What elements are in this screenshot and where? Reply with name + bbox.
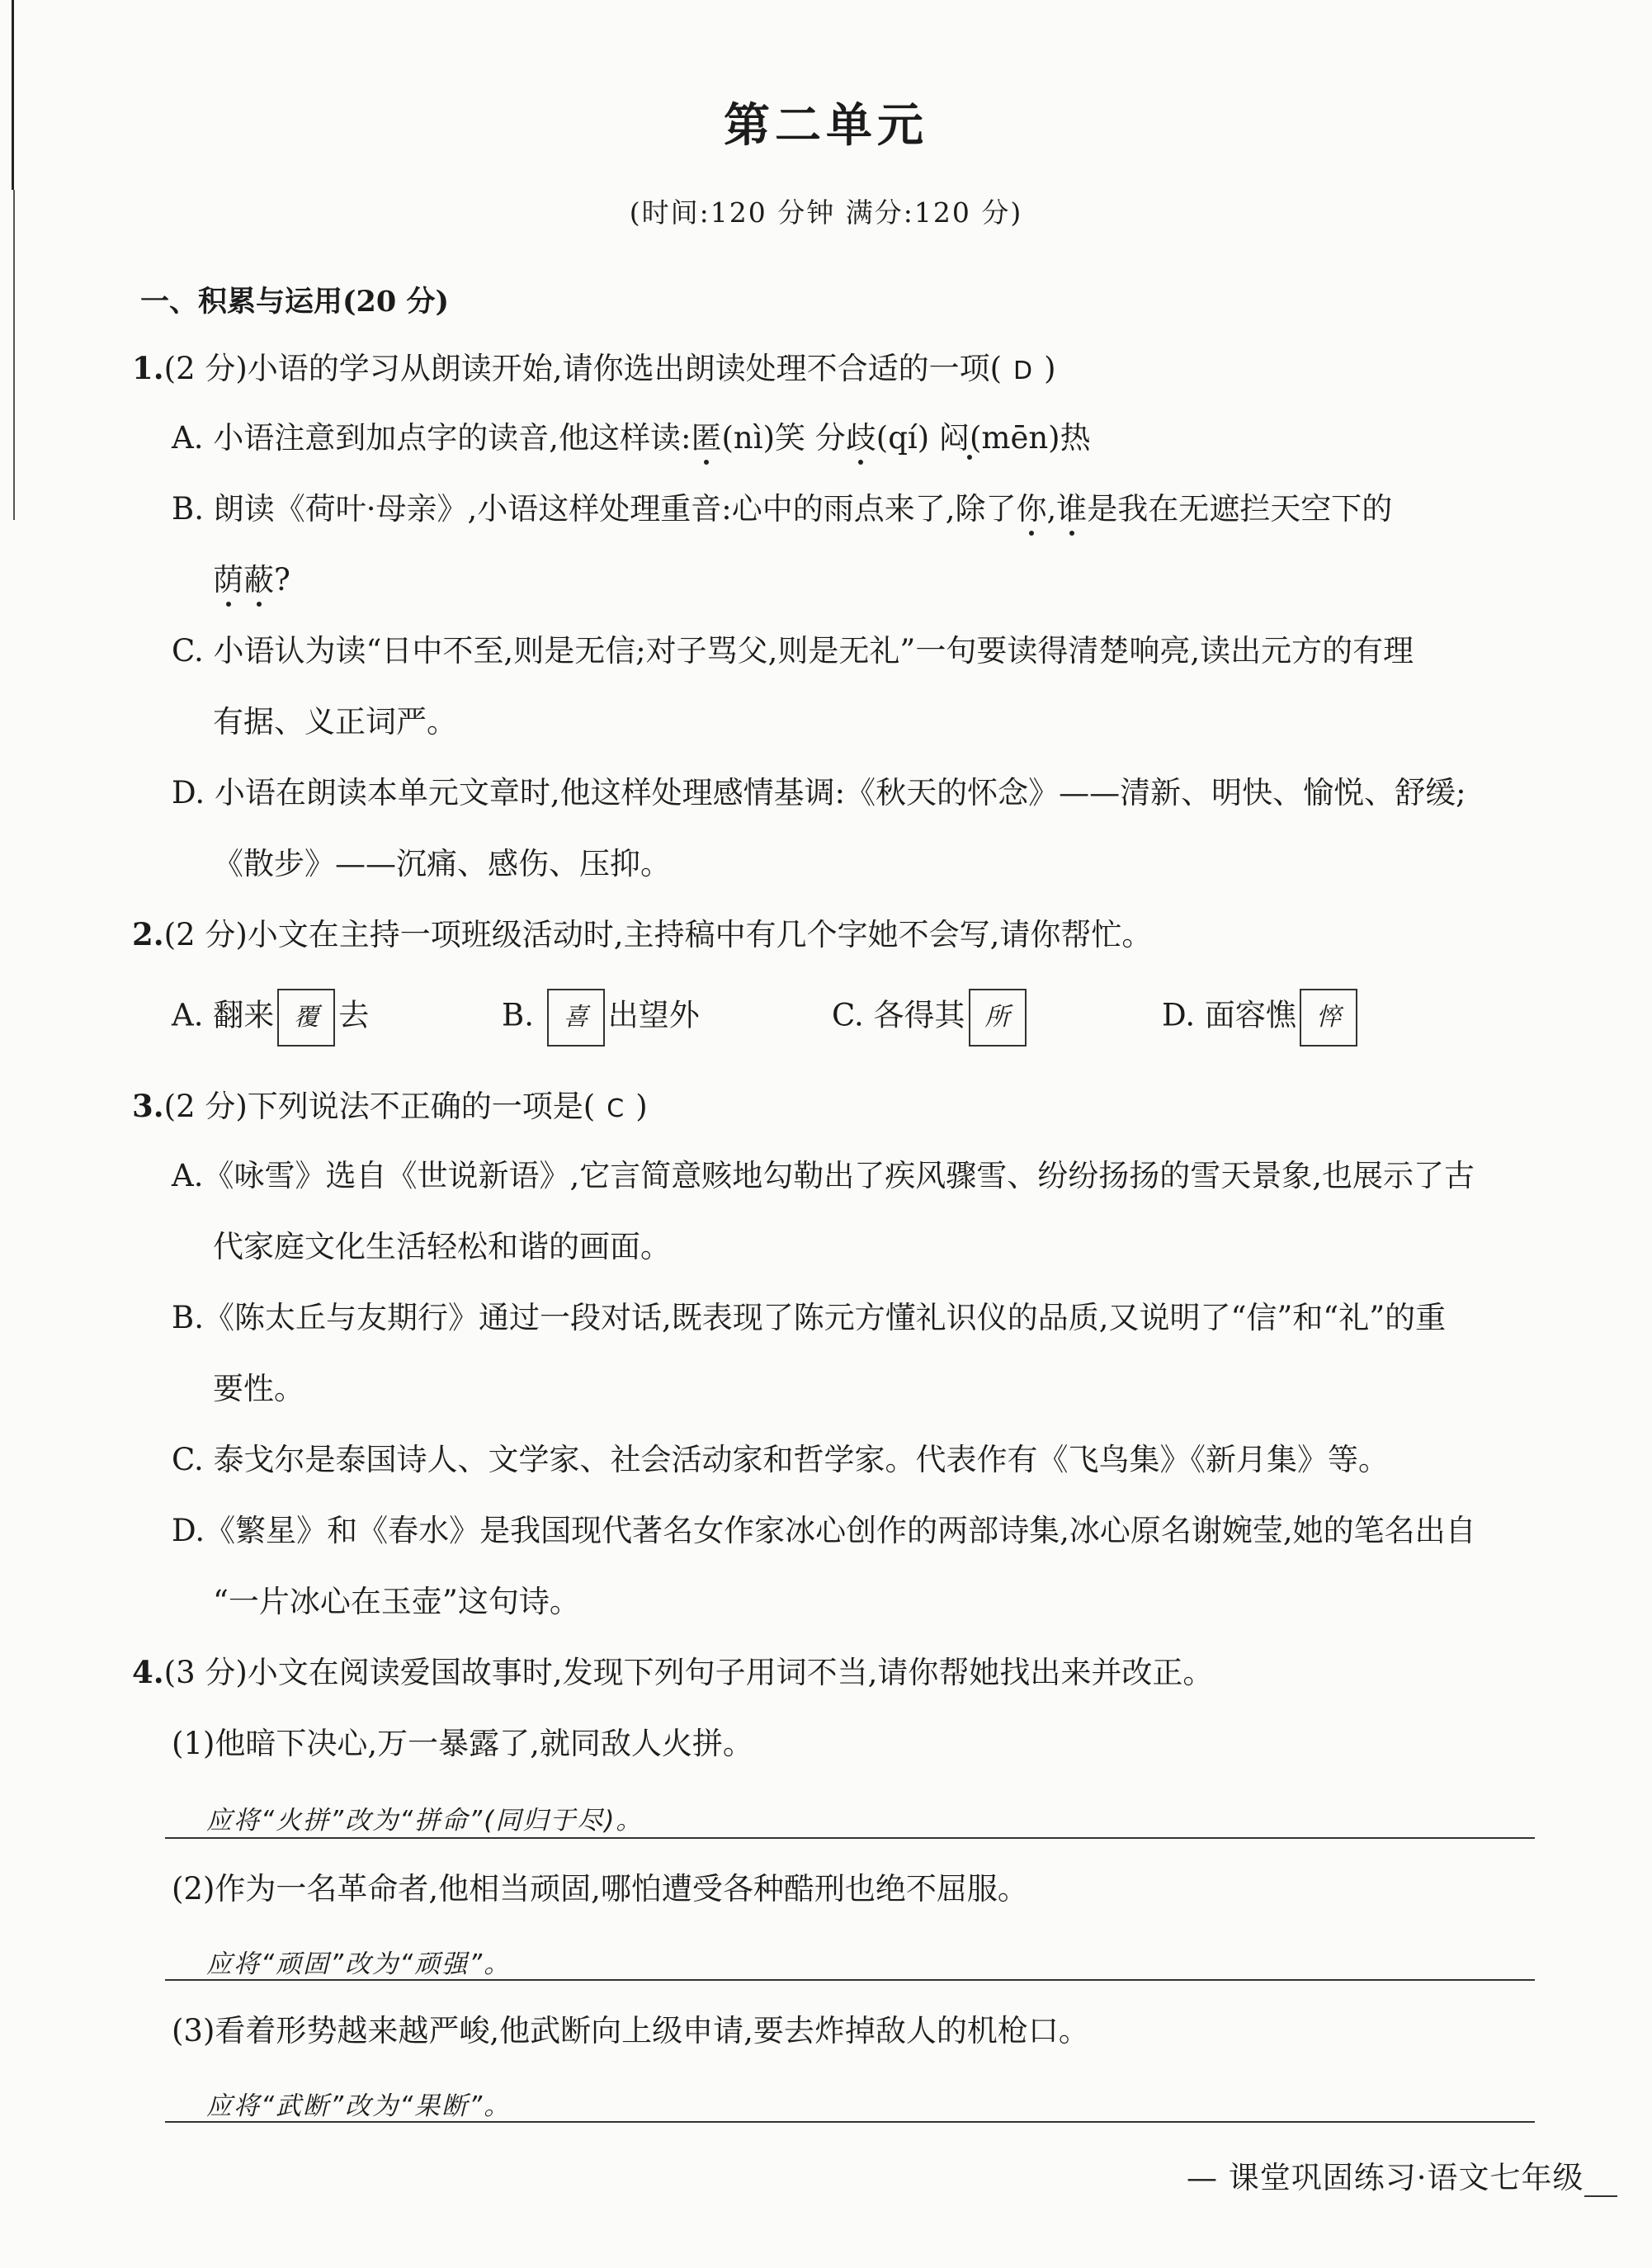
question-1 — [132, 350, 1056, 386]
option-c-cont: 有据、义正词严。 — [213, 704, 457, 739]
dotted-char: 匿 — [691, 420, 722, 456]
dotted-char: 你 — [1016, 491, 1047, 527]
answer-box: 悴 — [1300, 989, 1357, 1047]
handwritten-answer-2: 应将“顽固”改为“顽强”。 — [206, 1949, 512, 1979]
section-heading: 一、积累与运用(20 分) — [140, 285, 450, 319]
option-text: A. 小语注意到加点字的读音,他这样读: — [172, 420, 691, 456]
q2-options — [172, 989, 1361, 1047]
q2-option-b — [502, 989, 832, 1047]
option-d: D.《繁星》和《春水》是我国现代著名女作家冰心创作的两部诗集,冰心原名谢婉莹,她的笔名出自 — [172, 1513, 1476, 1548]
question-number: 1. — [132, 350, 164, 386]
answer-line-1 — [165, 1837, 1535, 1839]
question-3 — [132, 1088, 648, 1124]
option-a — [172, 420, 1091, 456]
option-text: B. 朗读《荷叶·母亲》,小语这样处理重音:心中的雨点来了,除了 — [172, 491, 1017, 527]
paren-close: ) — [635, 1089, 648, 1124]
option-b-cont — [213, 562, 290, 598]
option-a: A.《咏雪》选自《世说新语》,它言简意赅地勾勒出了疾风骤雪、纷纷扬扬的雪天景象,也展示了古 — [172, 1158, 1475, 1193]
option-c: C. 泰戈尔是泰国诗人、文学家、社会活动家和哲学家。代表作有《飞鸟集》《新月集》等。 — [172, 1442, 1390, 1477]
dotted-char: 蔽 — [243, 562, 274, 598]
answer-box: 所 — [969, 989, 1027, 1047]
option-text: ? — [274, 562, 290, 598]
question-number: 4. — [132, 1654, 164, 1690]
handwritten-answer-1: 应将“火拼”改为“拼命”(同归于尽)。 — [206, 1806, 644, 1836]
sentence-2: (2)作为一名革命者,他相当顽固,哪怕遭受各种酷刑也绝不屈服。 — [172, 1871, 1028, 1907]
option-text: D. 面容憔 — [1162, 997, 1296, 1033]
option-text: 去 — [338, 997, 370, 1033]
footer-underline — [1584, 2171, 1617, 2197]
page-edge-line-lower — [13, 190, 15, 520]
answer-box: 覆 — [277, 989, 335, 1047]
answer-line-3 — [165, 2121, 1535, 2123]
option-b: B.《陈太丘与友期行》通过一段对话,既表现了陈元方懂礼识仪的品质,又说明了“信”和“礼”的重 — [172, 1300, 1447, 1335]
option-text: (mēn)热 — [969, 420, 1091, 456]
q2-option-a — [172, 989, 502, 1047]
option-a-cont: 代家庭文化生活轻松和谐的画面。 — [213, 1229, 671, 1264]
option-text: 是我在无遮拦天空下的 — [1087, 491, 1393, 527]
answer-line-2 — [165, 1979, 1535, 1981]
footer-text: — 课堂巩固练习·语文七年级 — [1187, 2160, 1584, 2195]
q2-option-d — [1162, 989, 1361, 1047]
page-footer — [1187, 2152, 1617, 2197]
option-text: B. — [502, 997, 534, 1033]
question-text: (3 分)小文在阅读爱国故事时,发现下列句子用词不当,请你帮她找出来并改正。 — [163, 1655, 1214, 1690]
question-number: 3. — [132, 1088, 164, 1124]
answer-mark: D — [1013, 357, 1033, 385]
sentence-3: (3)看着形势越来越严峻,他武断向上级申请,要去炸掉敌人的机枪口。 — [172, 2013, 1089, 2048]
option-text: A. 翻来 — [172, 997, 275, 1033]
question-text: (2 分)小语的学习从朗读开始,请你选出朗读处理不合适的一项( — [163, 351, 1003, 386]
option-d-cont: “一片冰心在玉壶”这句诗。 — [213, 1584, 580, 1619]
option-c: C. 小语认为读“日中不至,则是无信;对子骂父,则是无礼”一句要读得清楚响亮,读出元方的有理 — [172, 633, 1414, 669]
option-text: 出望外 — [607, 997, 700, 1033]
dotted-char: 谁 — [1056, 491, 1088, 527]
question-text: (2 分)下列说法不正确的一项是( — [163, 1089, 596, 1124]
question-text: (2 分)小文在主持一项班级活动时,主持稿中有几个字她不会写,请你帮忙。 — [163, 917, 1153, 952]
answer-box: 喜 — [547, 989, 605, 1047]
option-b-cont: 要性。 — [213, 1371, 304, 1406]
option-d-cont: 《散步》——沉痛、感伤、压抑。 — [213, 846, 671, 881]
unit-title: 第二单元 — [724, 98, 928, 153]
sentence-1: (1)他暗下决心,万一暴露了,就同敌人火拼。 — [172, 1726, 753, 1761]
option-text: , — [1046, 491, 1057, 527]
dotted-char: 歧 — [845, 420, 876, 456]
option-text: (nì)笑 分 — [721, 420, 846, 456]
option-d: D. 小语在朗读本单元文章时,他这样处理感情基调:《秋天的怀念》——清新、明快、愉悦、舒缓; — [172, 775, 1466, 810]
option-text: (qí) 闷 — [876, 420, 970, 456]
option-text: C. 各得其 — [832, 997, 965, 1033]
option-b — [172, 491, 1393, 527]
question-number: 2. — [132, 916, 164, 952]
q2-option-c — [832, 989, 1162, 1047]
dotted-char: 荫 — [213, 562, 243, 598]
question-2 — [132, 916, 1153, 952]
handwritten-answer-3: 应将“武断”改为“果断”。 — [206, 2091, 512, 2121]
paren-close: ) — [1044, 351, 1056, 386]
question-4 — [132, 1654, 1214, 1690]
answer-mark: C — [607, 1094, 625, 1123]
exam-info: (时间:120 分钟 满分:120 分) — [629, 196, 1023, 229]
